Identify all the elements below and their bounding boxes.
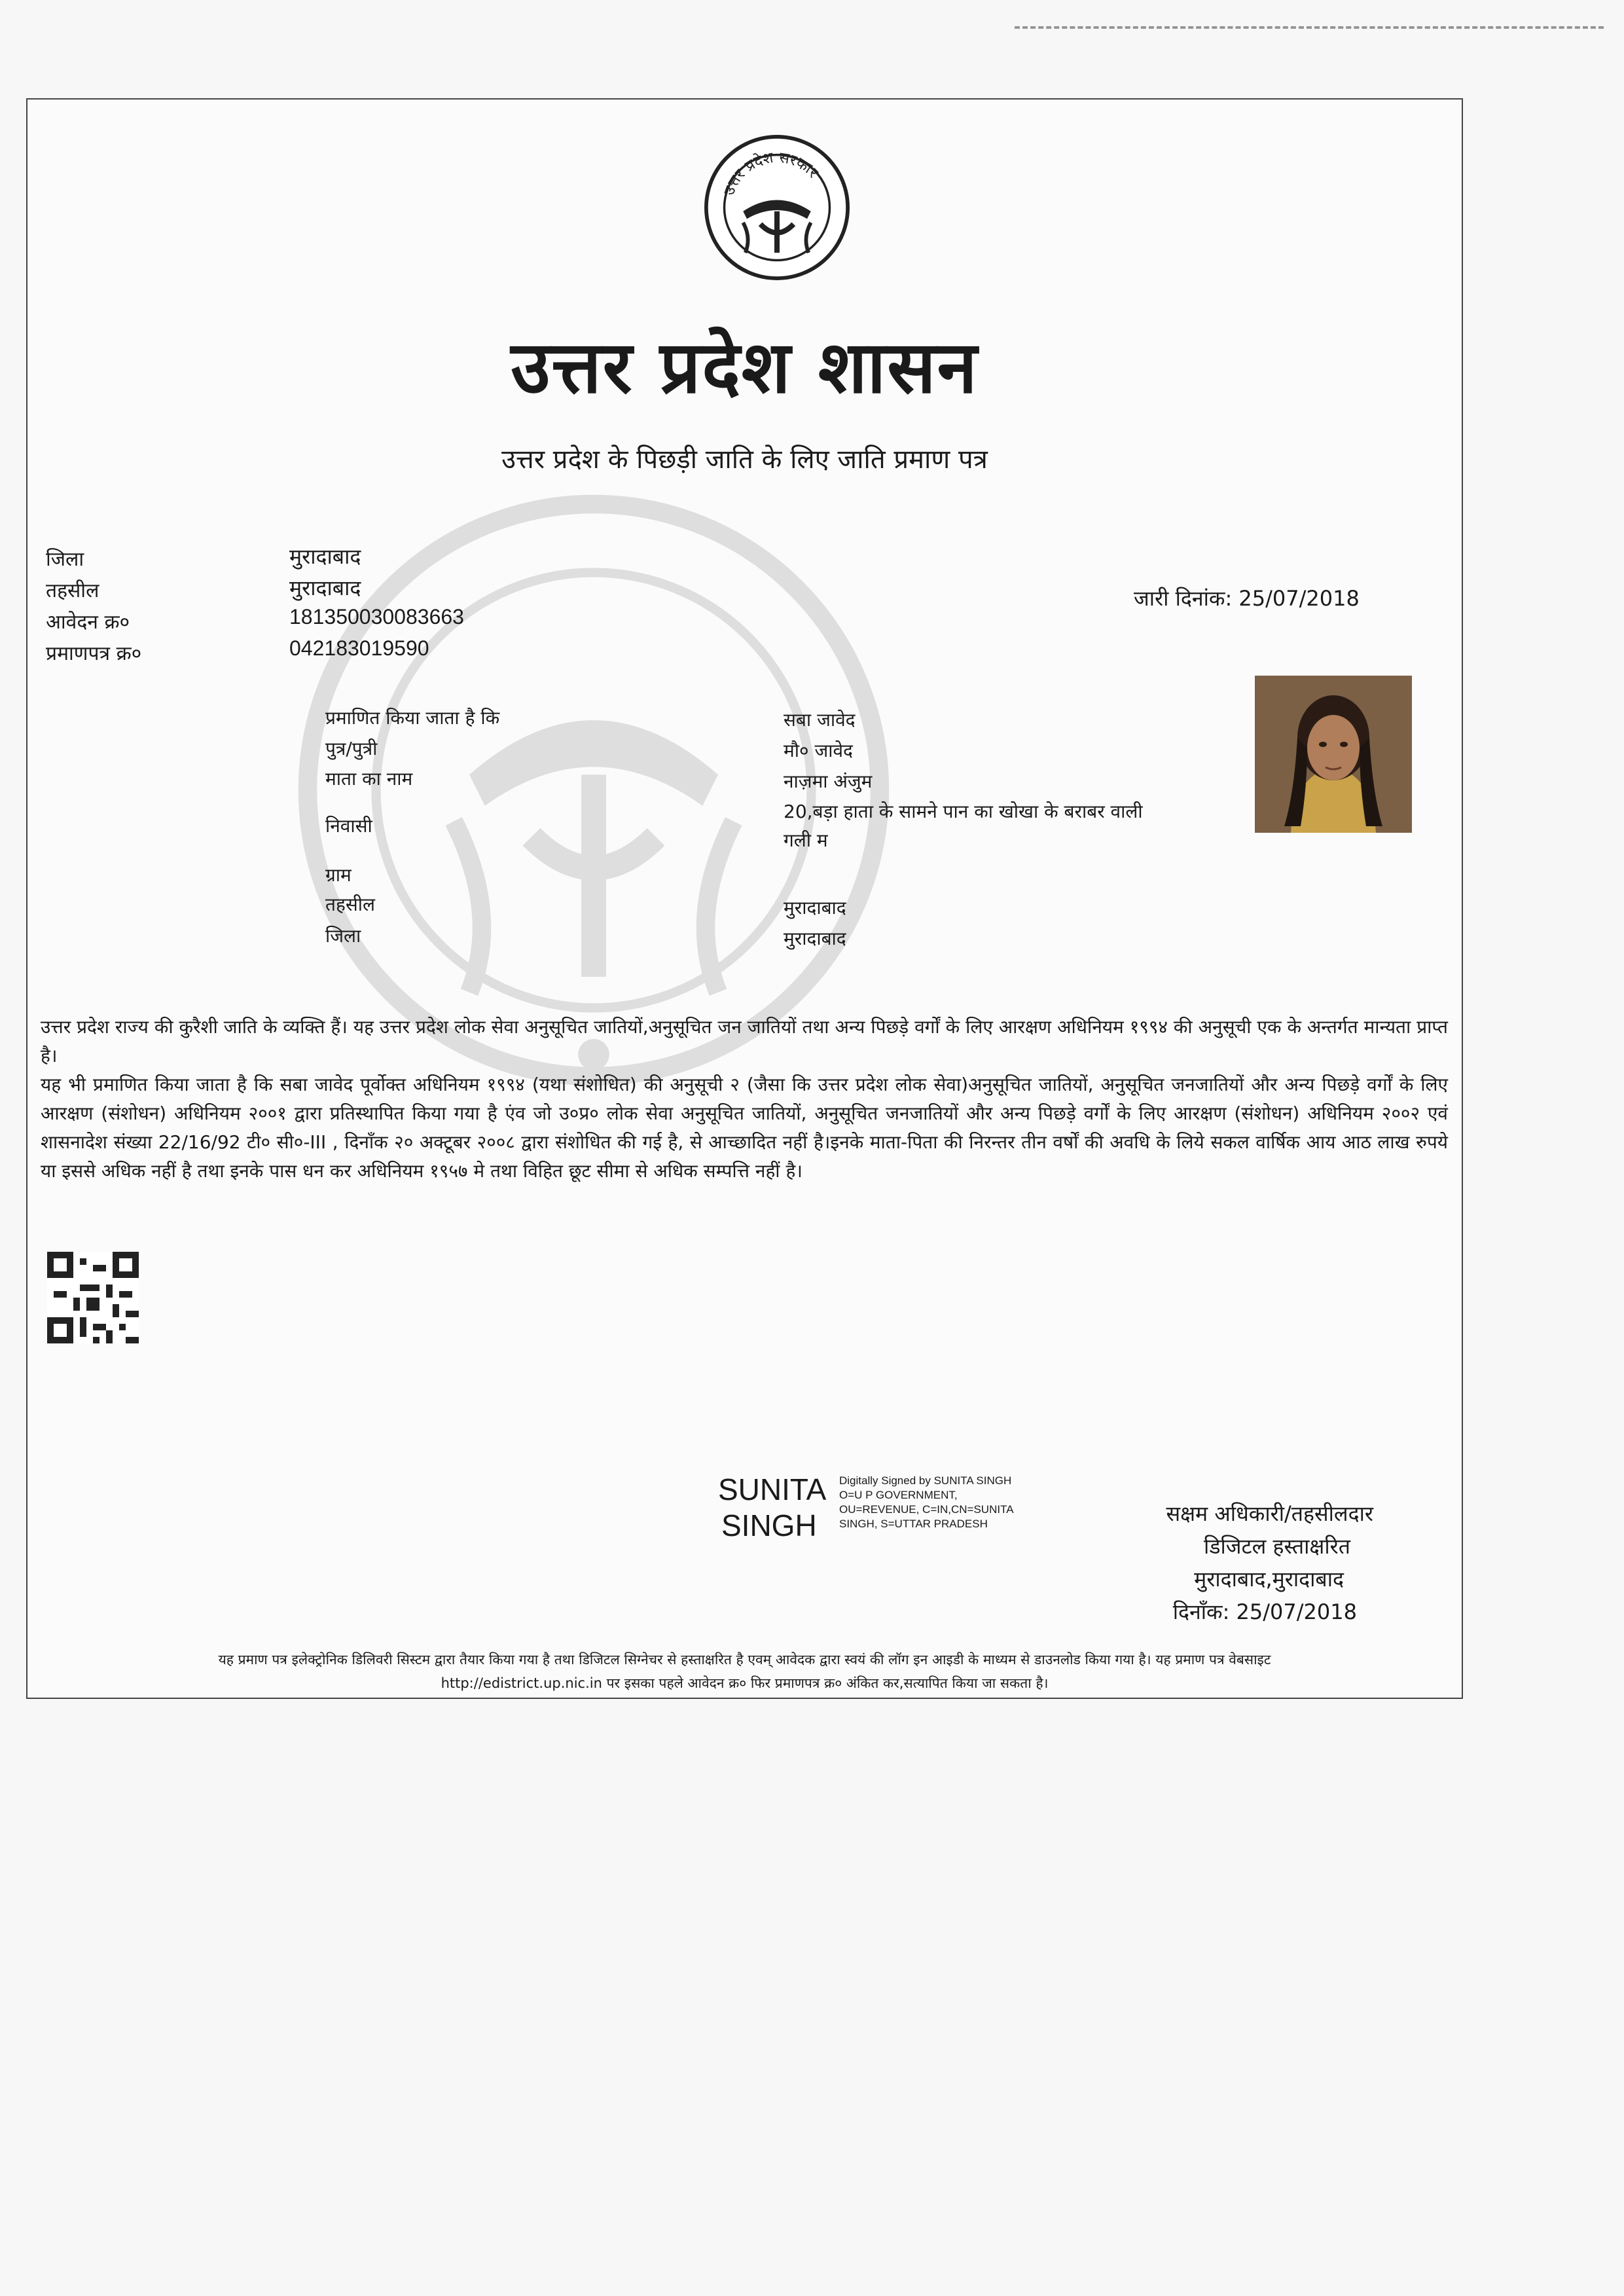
body-paragraph-2: यह भी प्रमाणित किया जाता है कि सबा जावेद पूर्वोक्त अधिनियम १९९४ (यथा संशोधित) की अनुसूची २ (जैसा कि उत्तर प्रदेश लोक सेवा)अनुसूचित जातियों, अनुसूचित जनजातियों और अन्य पिछड़े वर्गों के लिए आरक्षण (संशोधन) अधिनियम २००१ द्वारा प्रतिस्थापित किया गया है एंव जो उ०प्र० लोक सेवा अनुसूचित जातियों, अनुसूचित जनजातियों और अन्य पिछड़े वर्गों के लिए आरक्षण (संशोधन) अधिनियम २००२ एवं शासनादेश संख्या 22/16/92 टी० सी०-III , दिनाँक २० अक्टूबर २००८ द्वारा संशोधित की गई है, से आच्छादित नहीं है।इनके माता-पिता की निरन्तर तीन वर्षों की अवधि के लिये सकल वार्षिक आय आठ लाख रुपये या इससे अधिक नहीं है तथा इनके पास धन कर अधिनियम १९५७ मे तथा विहित छूट सीमा से अधिक सम्पत्ति नहीं है। (41, 1074, 1448, 1182)
body-paragraph-1: उत्तर प्रदेश राज्य की कुरैशी जाति के व्यक्ति हैं। यह उत्तर प्रदेश लोक सेवा अनुसूचित जातियों,अनुसूचित जन जातियों तथा अन्य पिछड़े वर्गों के लिए आरक्षण अधिनियम १९९४ की अनुसूची एक के अन्तर्गत मान्यता प्राप्त है। (41, 1016, 1448, 1066)
officer-date: दिनाँक: 25/07/2018 (1172, 1599, 1357, 1624)
resident-value-line2: गली म (784, 829, 828, 851)
details-district-value: मुरादाबाद (784, 928, 846, 949)
signature-name-line2: SINGH (721, 1508, 817, 1542)
mother-label: माता का नाम (325, 768, 413, 790)
meta-tehsil-label: तहसील (46, 579, 99, 602)
signature-detail-line1: Digitally Signed by SUNITA SINGH (839, 1474, 1012, 1487)
relation-value: मौ० जावेद (784, 740, 853, 761)
resident-value-line1: 20,बड़ा हाता के सामने पान का खोखा के बराबर वाली (784, 801, 1143, 822)
signature-detail-line4: SINGH, S=UTTAR PRADESH (839, 1518, 988, 1530)
footer-line1: यह प्रमाण पत्र इलेक्ट्रोनिक डिलिवरी सिस्टम द्वारा तैयार किया गया है तथा डिजिटल सिग्नेचर से हस्ताक्षरित है एवम् आवेदक द्वारा स्वयं की लॉग इन आइडी के माध्यम से डाउनलोड किया गया है। यह प्रमाण पत्र वेबसाइट (218, 1652, 1271, 1667)
officer-designation: सक्षम अधिकारी/तहसीलदार (1166, 1501, 1373, 1526)
certificate-page (26, 98, 1463, 1699)
resident-label: निवासी (325, 815, 372, 837)
details-tehsil-label: तहसील (325, 894, 375, 915)
signature-detail-line2: O=U P GOVERNMENT, (839, 1489, 958, 1501)
meta-application-label: आवेदन क्र० (46, 611, 130, 634)
scan-artifact-line (1015, 26, 1604, 33)
details-district-label: जिला (325, 925, 361, 947)
page-title: उत्तर प्रदेश शासन (511, 325, 979, 409)
details-tehsil-value: मुरादाबाद (784, 897, 846, 919)
meta-tehsil-value: मुरादाबाद (289, 575, 361, 600)
issue-date: जारी दिनांक: 25/07/2018 (1134, 586, 1360, 611)
meta-district-value: मुरादाबाद (289, 544, 361, 569)
person-photo-icon (1255, 676, 1412, 833)
certified-name-value: सबा जावेद (784, 709, 856, 731)
applicant-photo (1255, 676, 1412, 833)
meta-certificate-number: 042183019590 (289, 636, 429, 660)
up-government-emblem-icon (702, 132, 852, 283)
signature-name-line1: SUNITA (718, 1472, 827, 1506)
village-label: ग्राम (325, 864, 352, 886)
meta-certificate-label: प्रमाणपत्र क्र० (46, 642, 142, 665)
footer-verification-line: http://edistrict.up.nic.in पर इसका पहले आवेदन क्र० फिर प्रमाणपत्र क्र० अंकित कर,सत्यापित किया जा सकता है। (441, 1675, 1049, 1691)
officer-location: मुरादाबाद,मुरादाबाद (1194, 1567, 1344, 1592)
qr-code-icon (47, 1252, 139, 1343)
certified-label: प्रमाणित किया जाता है कि (325, 707, 500, 729)
certificate-subtitle: उत्तर प्रदेश के पिछड़ी जाति के लिए जाति प्रमाण पत्र (501, 445, 988, 475)
certificate-body (41, 1013, 1448, 1186)
emblem-text: उत्तर प्रदेश सरकार (721, 149, 821, 198)
meta-application-number: 181350030083663 (289, 605, 464, 629)
meta-district-label: जिला (46, 548, 84, 571)
certificate-footer (27, 1648, 1462, 1695)
mother-value: नाज़मा अंजुम (784, 771, 873, 792)
officer-digital-signed: डिजिटल हस्ताक्षरित (1204, 1534, 1350, 1559)
relation-label: पुत्र/पुत्री (325, 738, 378, 759)
signature-detail-line3: OU=REVENUE, C=IN,CN=SUNITA (839, 1503, 1014, 1516)
